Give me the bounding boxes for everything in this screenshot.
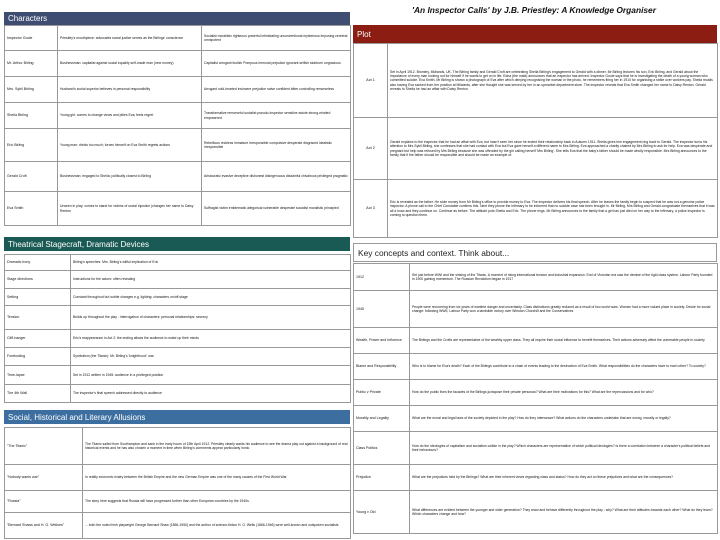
allusion-term: "Nobody wants war" (5, 465, 83, 491)
device-definition: The inspector's final speech addressed directly to audience (71, 385, 351, 403)
concept-term: Wealth, Power and Influence (354, 328, 410, 354)
character-description: Priestley's mouthpiece: advocates social justice serves as the Birlings' conscience (58, 26, 202, 51)
concepts-heading: Key concepts and context. Think about... (353, 243, 717, 262)
table-row (354, 380, 718, 406)
concept-term: Young v Old (354, 491, 410, 534)
characters-heading: Characters (4, 12, 350, 25)
act-summary: Gerald explains to the inspector that he had an affair with Eva, but hasn't seen her since he ended their relationship back in Autumn 1911. Sheila gives him engagement ring back to Gerald. The inspector turns his attention to Mrs Sybil Birling, she confesses that she had contact with Eva but Eva gave herself a different name to Mrs Birling. Eva approached a charity chaired by Mrs Birling to ask for help. Eva was desperate and pregnant but help was refused by Mrs Birling because she was offended by the girl calling herself 'Mrs Birling'. She tells Eva that the baby's father should be made wholly responsible. Mrs Birling announces to the family that if the father should be responsible and should be made an example of. (388, 118, 718, 180)
device-definition: Birling's speeches: Mrs. Birling's willful implication of Eric (71, 255, 351, 271)
device-term: Setting (5, 289, 71, 306)
concepts-table (353, 263, 718, 534)
allusion-term: "Russia" (5, 491, 83, 513)
device-definition: Instructions for the actors: often revealing (71, 271, 351, 289)
characters-table (4, 25, 351, 226)
table-row (5, 129, 351, 162)
character-name: Inspector Goole (5, 26, 58, 51)
device-definition: Symbolism (the Titanic): Mr. Birling's 'knighthood': war (71, 348, 351, 366)
character-name: Mrs. Sybil Birling (5, 77, 58, 103)
allusion-definition: The story here suggests that Russia will have progressed further than other European countries by the 1940s (83, 491, 351, 513)
character-traits: Arrogant cold-hearted insincere prejudice naive confident bitter controlling remorseless (202, 77, 351, 103)
character-description: Businessman: engaged to Sheila; politically closest to Birling (58, 162, 202, 192)
table-row (5, 465, 351, 491)
table-row (354, 432, 718, 465)
table-row (354, 44, 718, 118)
table-row (5, 348, 351, 366)
table-row (5, 162, 351, 192)
device-term: Time-lapse (5, 366, 71, 385)
character-description: Businessman: capitalist against social equality self-made man (new money) (58, 51, 202, 77)
table-row (354, 328, 718, 354)
act-summary: Eric is revealed as the father. He stole money from Mr Birling's office to provide money to Eva. The inspector delivers his final speech. After he leaves the family begin to suspect that he was not a genuine police inspector. A phone call to the Chief Constable confirms this. Next they phone the infirmary to be informed that no suicide case has been brought in. Mr Birling, Mrs Birling and Gerald congratulate themselves that it was all a hoax and they continue on. Continue as before. The attitude puts Sheila and Eric. The phone rings. Mr Birling announces to the family that a girl has just died on her way to the infirmary, a police inspector is coming to question them. (388, 180, 718, 238)
act-summary: Set in April 1912. Brumley, Midlands, UK. The Birling family and Gerald Croft are celebrating Sheila Birling's engagement to Gerald with a dinner. Mr Birling lectures his son, Eric Birling, and Gerald about the importance of every man looking out for himself if he wants to get on in life. Edna (the maid) announces that an inspector has arrived. Inspector Goole says that he is investigating the death of a young woman who committed suicide. Eva Smith. Mr Birling is shown a photograph of Eva after which denying recognising the woman in the photo, he remembers firing her in 1910 for organising a strike over workers pay. Sheila recalls also having Eva sacked from her position at Milwards, after she thought she was served by her in an upmarket department store. The inspector reveals that Eva Smith changed her name to Daisy Renton. Gerald reveals to Sheila he had an affair with Daisy Renton. (388, 44, 718, 118)
concept-definition: The Birlings and the Crofts are representative of the wealthy upper class. They all require their social influence to benefit themselves. Their actions adversely affect the vulnerable people in society (410, 328, 718, 354)
act-label: Act 1 (354, 44, 388, 118)
theatrical-heading: Theatrical Stagecraft, Dramatic Devices (4, 237, 350, 251)
table-row (354, 264, 718, 291)
character-description: Husband's social superior believes in personal responsibility (58, 77, 202, 103)
page-title: 'An Inspector Calls' by J.B. Priestley: A Knowledge Organiser (412, 5, 656, 15)
table-row (5, 513, 351, 539)
device-term: Tension (5, 306, 71, 330)
table-row (5, 330, 351, 348)
concept-term: 1912 (354, 264, 410, 291)
allusion-term: "Bernard Shaws and H. G. Wellses" (5, 513, 83, 539)
device-term: Dramatic irony (5, 255, 71, 271)
concept-definition: How do the public lives the facades of the Birlings juxtapose their private personas? What are their motivations for this? What are the repercussions and for who? (410, 380, 718, 406)
allusion-definition: The Titanic sailed from Southampton and sank in the early hours of 15th April 1912. Priestley clearly wants his audience to see the drama play out against a background of real historical events and he has also chosen a moment in time when Birling's comments appear particularly ironic. (83, 428, 351, 465)
concept-definition: What are the moral and legal laws of the society depicted in the play? How do they interweave? What actions do the characters undertake that are wrong, morally or legally? (410, 406, 718, 432)
table-row (354, 291, 718, 328)
concept-term: Morality and Legality (354, 406, 410, 432)
act-label: Act 3 (354, 180, 388, 238)
device-definition: Builds up throughout the play - interrogation of characters: personal relationships: secrecy (71, 306, 351, 330)
table-row (354, 465, 718, 491)
table-row (5, 428, 351, 465)
plot-table (353, 43, 718, 238)
concept-term: Prejudice (354, 465, 410, 491)
device-term: The 4th Wall (5, 385, 71, 403)
table-row (5, 366, 351, 385)
character-name: Sheila Birling (5, 103, 58, 129)
concept-term: Public v Private (354, 380, 410, 406)
character-traits: Capitalist arrogant foolish Pompous immoral prejudice ignorant selfish stubborn ungracious (202, 51, 351, 77)
character-description: Unseen in play; comes to stand for victims of social injustice (changes her name to Daisy Renton (58, 192, 202, 226)
character-traits: Rebellious reckless immature irresponsible compulsive desperate disgraced idealistic irresponsible (202, 129, 351, 162)
concept-definition: What are the prejudices held by the Birlings? What are their inherent views regarding class and status? How do they act on these prejudices and what are the consequences? (410, 465, 718, 491)
device-term: Stage directions (5, 271, 71, 289)
concept-definition: What differences are evident between the younger and older generation? They react and behave differently throughout the play - why? What are their attitudes towards each other? What do they learn? Which characters change and how? (410, 491, 718, 534)
table-row (5, 385, 351, 403)
table-row (5, 192, 351, 226)
social-heading: Social, Historical and Literary Allusions (4, 410, 350, 424)
character-name: Eva Smith (5, 192, 58, 226)
character-traits: Socialist moralistic righteous powerful intimidating unconventional mysterious imposing cerebral omnipotent (202, 26, 351, 51)
concept-definition: Who is to blame for Eva's death? Each of the Birlings contribute to a chain of events leading to the destruction of Eva Smith. What responsibilities do the characters have to each other? To society? (410, 354, 718, 380)
allusion-term: "The Titanic" (5, 428, 83, 465)
table-row (354, 406, 718, 432)
device-term: Cliff-hanger (5, 330, 71, 348)
table-row (354, 180, 718, 238)
table-row (354, 354, 718, 380)
concept-term: 1945 (354, 291, 410, 328)
table-row (5, 491, 351, 513)
character-name: Gerald Croft (5, 162, 58, 192)
table-row (5, 255, 351, 271)
act-label: Act 2 (354, 118, 388, 180)
table-row (5, 26, 351, 51)
character-traits: Transformative remorseful socialist pseudo-inspector sensitive astute strong-minded empowered (202, 103, 351, 129)
table-row (5, 289, 351, 306)
table-row (354, 118, 718, 180)
plot-heading: Plot (353, 25, 717, 43)
concept-definition: How do the ideologies of capitalism and socialism collide in the play? Which characters are representative of which political ideologies? Is there a correlation between a character's political beliefs and their behaviours? (410, 432, 718, 465)
table-row (5, 103, 351, 129)
device-term: Foreboding (5, 348, 71, 366)
concept-term: Class Politics (354, 432, 410, 465)
theatrical-table (4, 254, 351, 403)
table-row (5, 306, 351, 330)
concept-definition: Set just before WWI and the sinking of the Titanic. A moment of rising international tension and industrial expansion. End of Victorian era saw the demise of the rigid class system. Labour Party founded in 1900 gaining momentum. The Russian Revolution began in 1917 (410, 264, 718, 291)
table-row (5, 271, 351, 289)
device-definition: Constant throughout but subtle changes e.g. lighting: characters on/off stage (71, 289, 351, 306)
character-description: Young man: drinks too much; forces himself on Eva Smith regrets actions (58, 129, 202, 162)
character-name: Eric Birling (5, 129, 58, 162)
device-definition: Set in 1912 written in 1945: audience in a privileged position (71, 366, 351, 385)
character-traits: Aristocratic evasive deceptive dishonest disingenuous disdainful chivalrous privileged pragmatic (202, 162, 351, 192)
concept-term: Blame and Responsibility (354, 354, 410, 380)
character-traits: Suffragist victim emblematic allegorical vulnerable desperate socialist moralistic principled (202, 192, 351, 226)
allusion-definition: ... both the noted Irish playwright George Bernard Shaw (1856-1950) and the author of science-fiction H. G. Wells (1866-1946) were well-known and outspoken socialists (83, 513, 351, 539)
character-description: Young girl: comes to change views and pities Eva; feels regret (58, 103, 202, 129)
device-definition: Eric's reappearance in Act 2: the ending allows the audience to make up their minds (71, 330, 351, 348)
table-row (5, 77, 351, 103)
table-row (354, 491, 718, 534)
character-name: Mr. Arthur Birling (5, 51, 58, 77)
table-row (5, 51, 351, 77)
concept-definition: People were recovering from six years of wartime danger and uncertainty. Class distinctions greatly reduced as a result of two world wars. Women had a more valued place in society. Desire for social change: following WWII, Labour Party won a landslide victory over Winston Churchill and the Conservatives (410, 291, 718, 328)
social-table (4, 427, 351, 539)
allusion-definition: In reality economic rivalry between the British Empire and the new German Empire was one of the many causes of the First World War (83, 465, 351, 491)
